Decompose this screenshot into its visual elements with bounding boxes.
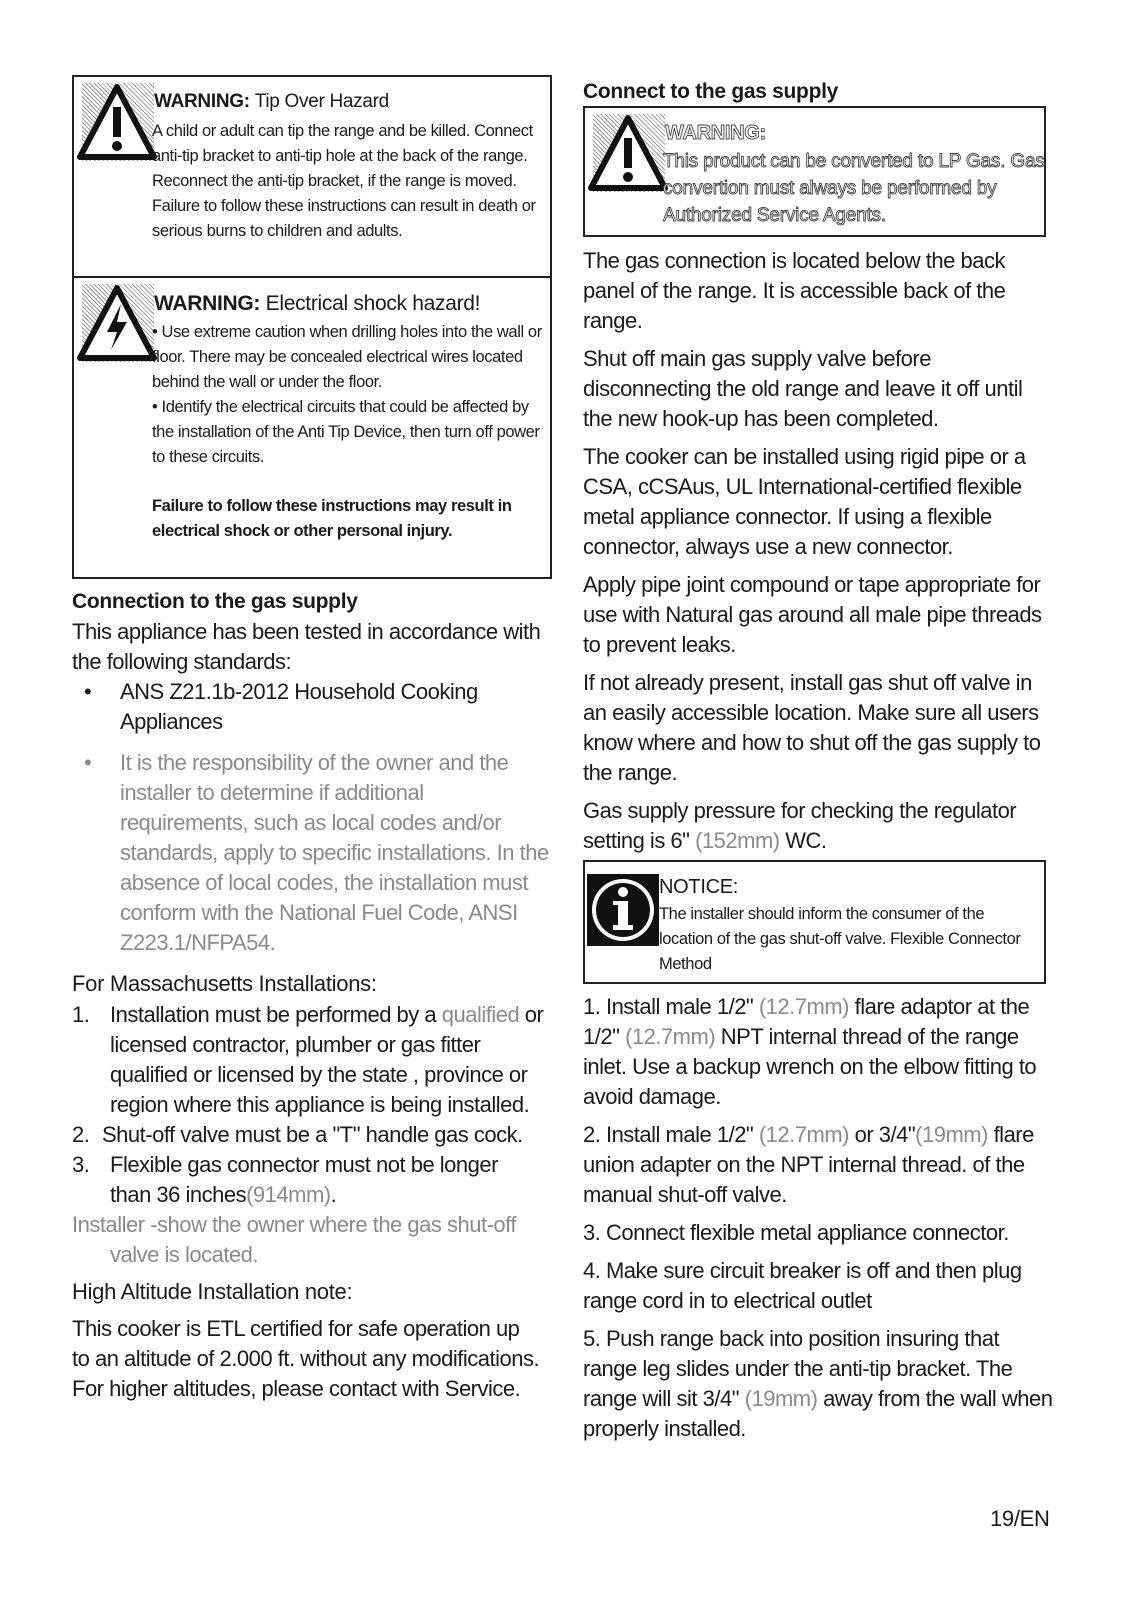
section-heading: High Altitude Installation note: [72, 1279, 353, 1304]
notice-title: NOTICE: [659, 876, 739, 898]
section-heading: Connect to the gas supply [583, 80, 839, 103]
list-text: Flexible gas connector must not be longer than 36 inches(914mm). [110, 1152, 498, 1207]
page-number: 19/EN [990, 1506, 1050, 1531]
section-intro: This appliance has been tested in accordance with the following standards: [72, 619, 541, 674]
warning-bullet: • Identify the electrical circuits that could be affected by the installation of the Anti Tip Device, then turn off power to these circuits. [152, 398, 540, 466]
bullet-marker: • [84, 679, 92, 704]
info-icon [587, 874, 659, 946]
step-item: 4. Make sure circuit breaker is off and then plug range cord in to electrical outlet [583, 1258, 1022, 1313]
installer-note: Installer -show the owner where the gas shut-off valve is located. [72, 1212, 516, 1267]
step-item: 5. Push range back into position insuring that range leg slides under the anti-tip bracket. The range will sit 3/4" (19mm) away from the wall when properly installed. [583, 1326, 1053, 1441]
warning-title: WARNING: Tip Over Hazard [154, 91, 389, 112]
warning-text [152, 320, 552, 470]
paragraph: The gas connection is located below the back panel of the range. It is accessible back of the range. [583, 248, 1006, 333]
warning-triangle-icon [587, 114, 669, 192]
warning-triangle-icon [76, 83, 158, 161]
list-text: Shut-off valve must be a "T" handle gas cock. [102, 1122, 523, 1147]
bullet-text: ANS Z21.1b-2012 Household Cooking Appliances [120, 679, 478, 734]
paragraph: Gas supply pressure for checking the regulator setting is 6" (152mm) WC. [583, 798, 1017, 853]
bullet-text: It is the responsibility of the owner and the installer to determine if additional requirements, such as local codes and/or standards, apply to specific installations. In the absence of local codes, the installation must conform with the National Fuel Code, ANSI Z223.1/NFPA54. [120, 750, 549, 955]
paragraph: The cooker can be installed using rigid pipe or a CSA, cCSAus, UL International-certified flexible metal appliance connector. If using a flexible connector, always use a new connector. [583, 444, 1026, 559]
step-item: 3. Connect flexible metal appliance connector. [583, 1220, 1009, 1245]
paragraph: Apply pipe joint compound or tape appropriate for use with Natural gas around all male pipe threads to prevent leaks. [583, 572, 1042, 657]
list-text: Installation must be performed by a qualified or licensed contractor, plumber or gas fitter qualified or licensed by the state , province or region where this appliance is being installed. [110, 1002, 544, 1117]
warning-bold-text: Failure to follow these instructions may result in electrical shock or other personal injury. [152, 497, 512, 540]
section-heading: For Massachusetts Installations: [72, 971, 377, 996]
list-number: 1. [72, 1002, 90, 1027]
install-steps [583, 992, 1055, 1444]
warning-title: WARNING: Electrical shock hazard! [154, 292, 481, 315]
paragraph: Shut off main gas supply valve before disconnecting the old range and leave it off until the new hook-up has been completed. [583, 346, 1023, 431]
notice-text: The installer should inform the consumer of the location of the gas shut-off valve. Flexible Connector Method [659, 905, 1021, 973]
step-item: 2. Install male 1/2" (12.7mm) or 3/4"(19mm) flare union adapter on the NPT internal thread. of the manual shut-off valve. [583, 1122, 1034, 1207]
electrical-hazard-icon [76, 284, 158, 362]
step-item: 1. Install male 1/2" (12.7mm) flare adaptor at the 1/2" (12.7mm) NPT internal thread of the range inlet. Use a backup wrench on the elbow fitting to avoid damage. [583, 994, 1037, 1109]
notice-box [583, 860, 1046, 984]
lp-warning-box [583, 106, 1046, 237]
warning-bullet: • Use extreme caution when drilling holes into the wall or floor. There may be concealed electrical wires located behind the wall or under the floor. [152, 323, 542, 391]
paragraph: If not already present, install gas shut off valve in an easily accessible location. Make sure all users know where and how to shut off the gas supply to the range. [583, 670, 1041, 785]
section-heading: Connection to the gas supply [72, 590, 358, 613]
warning-title: WARNING: [665, 122, 766, 144]
list-number: 2. [72, 1122, 90, 1147]
warning-text: This product can be converted to LP Gas. Gas convertion must always be performed by Authorized Service Agents. [663, 151, 1045, 226]
list-number: 3. [72, 1152, 90, 1177]
tip-over-warning-box [72, 75, 552, 278]
electrical-shock-warning-box [72, 276, 552, 579]
gas-paragraphs [583, 246, 1055, 856]
warning-text: A child or adult can tip the range and be killed. Connect anti-tip bracket to anti-tip hole at the back of the range. Reconnect the anti-tip bracket, if the range is moved. Failure to follow these instructions can result in death or serious burns to children and adults. [152, 122, 536, 240]
bullet-marker: • [84, 750, 92, 775]
altitude-text: This cooker is ETL certified for safe operation up to an altitude of 2.000 ft. without any modifications. For higher altitudes, please contact with Service. [72, 1316, 540, 1401]
